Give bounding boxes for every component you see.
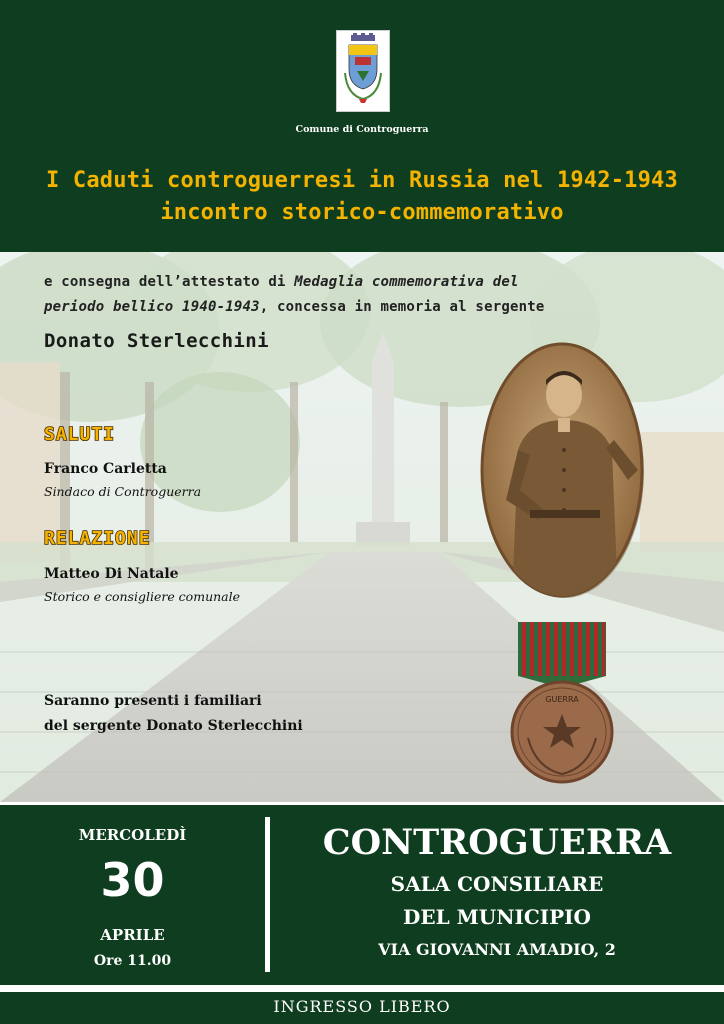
event-venue-line2: DEL MUNICIPIO — [403, 905, 591, 929]
event-day: 30 — [100, 853, 165, 907]
family-note-line2: del sergente Donato Sterlecchini — [44, 718, 303, 734]
intro-line2-italic: periodo bellico 1940-1943 — [44, 299, 260, 315]
relazione-role: Storico e consigliere comunale — [44, 589, 241, 604]
honoree-name: Donato Sterlecchini — [44, 330, 269, 352]
relazione-label: RELAZIONE — [44, 528, 151, 549]
comune-label: Comune di Controguerra — [295, 124, 429, 135]
event-subtitle: incontro storico-commemorativo — [160, 200, 564, 225]
event-address: VIA GIOVANNI AMADIO, 2 — [378, 940, 616, 959]
medal-inscription: GUERRA — [545, 695, 579, 704]
relazione-person: Matteo Di Natale — [44, 566, 179, 582]
saluti-label: SALUTI — [44, 424, 116, 445]
footer-band — [0, 992, 724, 1024]
intro-line1-italic: Medaglia commemorativa del — [294, 274, 519, 290]
family-note-line1: Saranno presenti i familiari — [44, 693, 262, 709]
footer-separator — [0, 985, 724, 992]
medal-icon — [508, 618, 616, 790]
intro-line2-plain: , concessa in memoria al sergente — [259, 299, 545, 315]
event-weekday: MERCOLEDÌ — [78, 826, 187, 844]
event-city: CONTROGUERRA — [322, 822, 672, 863]
footer-text: INGRESSO LIBERO — [273, 997, 451, 1016]
event-month: APRILE — [100, 926, 165, 944]
event-time: Ore 11.00 — [93, 953, 172, 969]
intro-text — [44, 270, 684, 320]
event-venue-line1: SALA CONSILIARE — [390, 872, 604, 896]
intro-line1-plain: e consegna dell’attestato di — [44, 274, 295, 290]
saluti-role: Sindaco di Controguerra — [44, 484, 202, 499]
soldier-portrait — [478, 340, 646, 600]
saluti-person: Franco Carletta — [44, 461, 167, 477]
crest-icon — [336, 30, 390, 112]
event-title: I Caduti controguerresi in Russia nel 1942-1943 — [46, 168, 678, 193]
